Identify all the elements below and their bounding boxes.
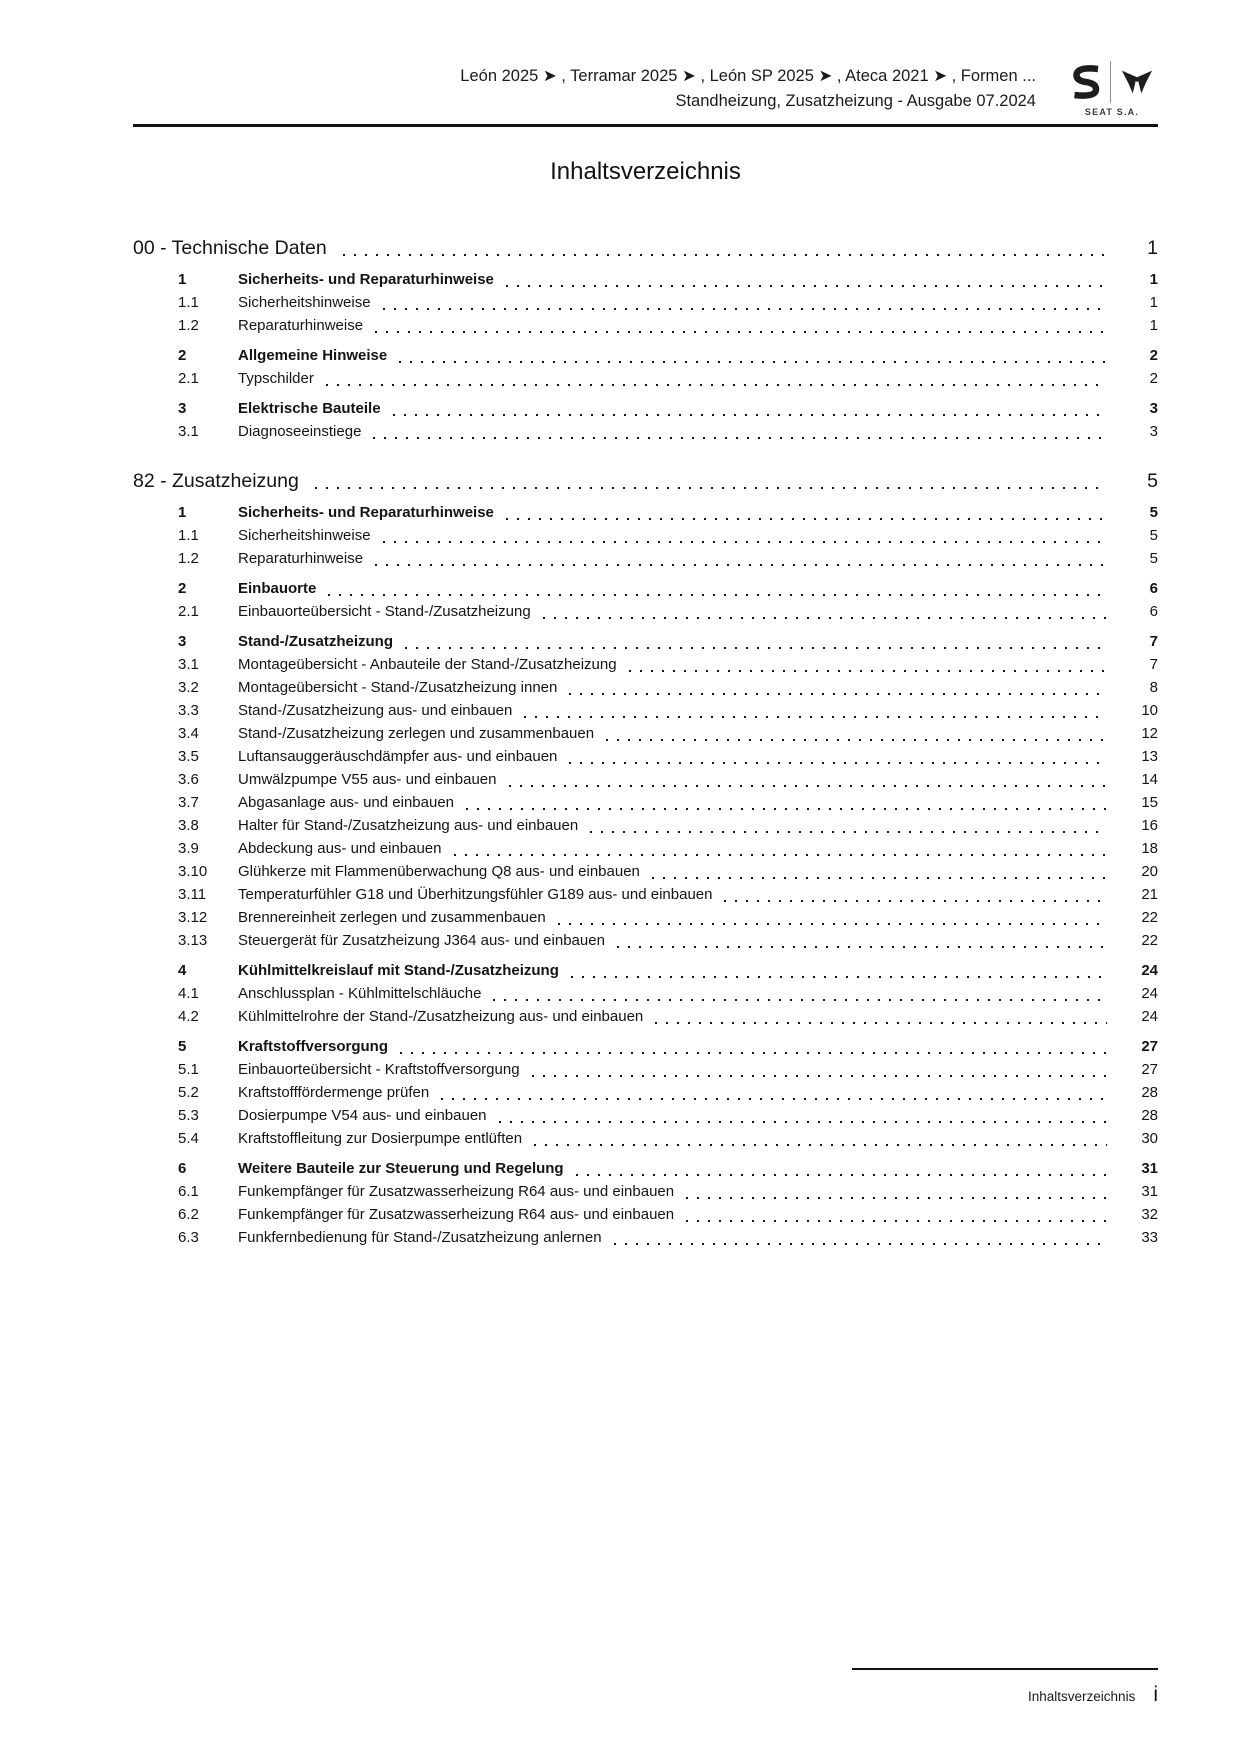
toc-entry-label: Diagnoseeinstiege	[238, 423, 362, 440]
dot-leader	[724, 900, 1107, 902]
toc-entry-row[interactable]	[178, 768, 1158, 791]
toc-entry-page: 6	[1149, 603, 1158, 620]
toc-entry-label: Sicherheitshinweise	[238, 294, 371, 311]
toc-entry-row[interactable]	[178, 314, 1158, 337]
toc-entry-label: Abdeckung aus- und einbauen	[238, 840, 442, 857]
toc-entry-label: Funkempfänger für Zusatzwasserheizung R64 aus- und einbauen	[238, 1183, 675, 1200]
toc-entry-number: 3.7	[178, 794, 199, 811]
toc-entry-label: Brennereinheit zerlegen und zusammenbauen	[238, 909, 546, 926]
toc-entry-page: 24	[1141, 962, 1158, 979]
dot-leader	[466, 808, 1107, 810]
toc-chapter-row[interactable]	[133, 468, 1158, 494]
dot-leader	[400, 1052, 1107, 1054]
dot-leader	[393, 414, 1107, 416]
toc-entry-row[interactable]	[178, 1035, 1158, 1058]
toc-entry-page: 28	[1141, 1084, 1158, 1101]
toc-entry-label: Abgasanlage aus- und einbauen	[238, 794, 455, 811]
toc-entry-row[interactable]	[178, 547, 1158, 570]
toc-entry-row[interactable]	[178, 630, 1158, 653]
toc-entry-number: 1.2	[178, 317, 199, 334]
toc-entry-page: 2	[1149, 347, 1158, 364]
toc-entry-label: Kühlmittelrohre der Stand-/Zusatzheizung aus- und einbauen	[238, 1008, 644, 1025]
toc-entry-row[interactable]	[178, 837, 1158, 860]
toc-entry-row[interactable]	[178, 1226, 1158, 1249]
toc-entry-page: 12	[1141, 725, 1158, 742]
toc-entry-page: 2	[1149, 370, 1158, 387]
toc-entry-row[interactable]	[178, 860, 1158, 883]
toc-entry-page: 15	[1141, 794, 1158, 811]
toc-entry-number: 1.1	[178, 294, 199, 311]
toc-entry-number: 3.1	[178, 656, 199, 673]
toc-entry-page: 8	[1149, 679, 1158, 696]
header-rule	[133, 124, 1158, 127]
toc-entry-page: 1	[1149, 294, 1158, 311]
dot-leader	[629, 670, 1107, 672]
header-text-block	[460, 60, 1036, 114]
toc-entry-label: Montageübersicht - Anbauteile der Stand-/Zusatzheizung	[238, 656, 617, 673]
dot-leader	[383, 308, 1107, 310]
toc-entry-number: 6	[178, 1160, 187, 1177]
header-subtitle-line: Standheizung, Zusatzheizung - Ausgabe 07.2024	[675, 92, 1036, 110]
toc-entry-label: Reparaturhinweise	[238, 317, 364, 334]
dot-leader	[328, 594, 1107, 596]
toc-entry-page: 10	[1141, 702, 1158, 719]
dot-leader	[558, 923, 1107, 925]
toc-entry-number: 3.3	[178, 702, 199, 719]
dot-leader	[383, 541, 1107, 543]
dot-leader	[326, 384, 1107, 386]
toc-entry-label: Sicherheits- und Reparaturhinweise	[238, 504, 494, 521]
toc-entry-row[interactable]	[178, 344, 1158, 367]
toc-entry-row[interactable]	[178, 1127, 1158, 1150]
toc-entry-label: Typschilder	[238, 370, 314, 387]
page-footer	[852, 1668, 1158, 1708]
toc-entry-number: 1	[178, 504, 187, 521]
toc-entry-page: 7	[1149, 633, 1158, 650]
toc-entry-number: 3.13	[178, 932, 208, 949]
footer-rule	[852, 1668, 1158, 1671]
dot-leader	[454, 854, 1108, 856]
dot-leader	[532, 1075, 1107, 1077]
dot-leader	[606, 739, 1107, 741]
toc-entry-label: Stand-/Zusatzheizung	[238, 633, 393, 650]
seat-logo-icon	[1071, 63, 1101, 101]
dot-leader	[617, 946, 1107, 948]
toc-entry-number: 2.1	[178, 370, 199, 387]
dot-leader	[524, 716, 1107, 718]
toc-entry-number: 3.9	[178, 840, 199, 857]
toc-chapter-label: 00 - Technische Daten	[133, 237, 327, 259]
toc-entry-number: 5.4	[178, 1130, 199, 1147]
toc-entry-label: Anschlussplan - Kühlmittelschläuche	[238, 985, 482, 1002]
toc-entry-row[interactable]	[178, 501, 1158, 524]
toc-entry-number: 1	[178, 271, 187, 288]
toc-entry-page: 22	[1141, 909, 1158, 926]
toc-chapter-entries	[133, 501, 1158, 1249]
toc-entry-label: Dosierpumpe V54 aus- und einbauen	[238, 1107, 487, 1124]
brand-divider	[1110, 61, 1111, 103]
toc-entry-label: Einbauorteübersicht - Kraftstoffversorgung	[238, 1061, 520, 1078]
toc-entry-number: 2	[178, 347, 187, 364]
page-title: Inhaltsverzeichnis	[550, 158, 741, 185]
toc-entry-row[interactable]	[178, 699, 1158, 722]
toc-entry-number: 4	[178, 962, 187, 979]
brand-caption: SEAT S.A.	[1084, 107, 1140, 117]
dot-leader	[509, 785, 1108, 787]
toc-entry-label: Elektrische Bauteile	[238, 400, 381, 417]
dot-leader	[590, 831, 1107, 833]
toc-entry-page: 5	[1149, 527, 1158, 544]
toc-entry-number: 1.1	[178, 527, 199, 544]
toc-chapter-entries	[133, 268, 1158, 443]
dot-leader	[399, 361, 1107, 363]
toc-entry-row[interactable]	[178, 1005, 1158, 1028]
toc-entry-page: 22	[1141, 932, 1158, 949]
toc-entry-page: 1	[1149, 317, 1158, 334]
toc-entry-label: Glühkerze mit Flammenüberwachung Q8 aus- und einbauen	[238, 863, 640, 880]
toc-entry-row[interactable]	[178, 1180, 1158, 1203]
toc-entry-page: 24	[1141, 1008, 1158, 1025]
toc-entry-label: Umwälzpumpe V55 aus- und einbauen	[238, 771, 497, 788]
toc-entry-label: Temperaturfühler G18 und Überhitzungsfühler G189 aus- und einbauen	[238, 886, 713, 903]
toc-entry-page: 6	[1149, 580, 1158, 597]
toc-entry-label: Stand-/Zusatzheizung aus- und einbauen	[238, 702, 513, 719]
toc-entry-row[interactable]	[178, 1081, 1158, 1104]
footer-section-label: Inhaltsverzeichnis	[1028, 1689, 1136, 1704]
toc-entry-row[interactable]	[178, 883, 1158, 906]
toc-entry-page: 16	[1141, 817, 1158, 834]
toc-entry-number: 6.2	[178, 1206, 199, 1223]
dot-leader	[655, 1022, 1107, 1024]
toc-entry-page: 21	[1141, 886, 1158, 903]
toc-entry-label: Kraftstoffleitung zur Dosierpumpe entlüften	[238, 1130, 523, 1147]
toc-entry-number: 5.2	[178, 1084, 199, 1101]
toc-entry-page: 3	[1149, 423, 1158, 440]
toc-entry-number: 3.5	[178, 748, 199, 765]
toc-entry-number: 6.1	[178, 1183, 199, 1200]
dot-leader	[534, 1144, 1107, 1146]
toc-chapter-label: 82 - Zusatzheizung	[133, 470, 299, 492]
toc-entry-page: 5	[1149, 504, 1158, 521]
dot-leader	[543, 617, 1107, 619]
toc-entry-number: 4.1	[178, 985, 199, 1002]
dot-leader	[499, 1121, 1107, 1123]
toc-entry-label: Weitere Bauteile zur Steuerung und Regelung	[238, 1160, 564, 1177]
toc-entry-number: 5.1	[178, 1061, 199, 1078]
toc-chapter-row[interactable]	[133, 235, 1158, 261]
dot-leader	[569, 762, 1107, 764]
toc-entry-row[interactable]	[178, 906, 1158, 929]
toc-entry-page: 28	[1141, 1107, 1158, 1124]
footer-row	[852, 1683, 1158, 1707]
toc-entry-row[interactable]	[178, 814, 1158, 837]
toc-entry-page: 31	[1141, 1160, 1158, 1177]
toc-entry-page: 13	[1141, 748, 1158, 765]
toc-entry-label: Stand-/Zusatzheizung zerlegen und zusammenbauen	[238, 725, 595, 742]
toc-entry-page: 1	[1149, 271, 1158, 288]
toc-chapter-page: 1	[1147, 237, 1158, 259]
toc-entry-row[interactable]	[178, 420, 1158, 443]
dot-leader	[375, 564, 1107, 566]
toc-entry-row[interactable]	[178, 291, 1158, 314]
dot-leader	[686, 1220, 1107, 1222]
toc-entry-row[interactable]	[178, 653, 1158, 676]
toc-entry-page: 24	[1141, 985, 1158, 1002]
dot-leader	[375, 331, 1107, 333]
toc-entry-label: Funkfernbedienung für Stand-/Zusatzheizung anlernen	[238, 1229, 602, 1246]
toc-entry-label: Kraftstoffversorgung	[238, 1038, 389, 1055]
toc-entry-page: 33	[1141, 1229, 1158, 1246]
toc-entry-number: 3.4	[178, 725, 199, 742]
toc-entry-page: 31	[1141, 1183, 1158, 1200]
dot-leader	[441, 1098, 1107, 1100]
toc-entry-label: Luftansauggeräuschdämpfer aus- und einbauen	[238, 748, 558, 765]
toc-entry-page: 32	[1141, 1206, 1158, 1223]
dot-leader	[315, 487, 1107, 489]
toc-entry-row[interactable]	[178, 791, 1158, 814]
dot-leader	[571, 976, 1107, 978]
toc-entry-page: 27	[1141, 1061, 1158, 1078]
toc-entry-number: 2.1	[178, 603, 199, 620]
toc-entry-number: 4.2	[178, 1008, 199, 1025]
toc-entry-row[interactable]	[178, 745, 1158, 768]
toc-entry-page: 27	[1141, 1038, 1158, 1055]
dot-leader	[569, 693, 1107, 695]
toc-entry-label: Allgemeine Hinweise	[238, 347, 388, 364]
toc-entry-number: 1.2	[178, 550, 199, 567]
toc-entry-label: Reparaturhinweise	[238, 550, 364, 567]
toc-entry-page: 14	[1141, 771, 1158, 788]
dot-leader	[506, 518, 1107, 520]
toc-entry-label: Montageübersicht - Stand-/Zusatzheizung innen	[238, 679, 558, 696]
dot-leader	[373, 437, 1107, 439]
toc-entry-number: 2	[178, 580, 187, 597]
dot-leader	[576, 1174, 1107, 1176]
toc-entry-page: 5	[1149, 550, 1158, 567]
toc-entry-number: 5	[178, 1038, 187, 1055]
dot-leader	[506, 285, 1107, 287]
brand-logos	[1071, 60, 1154, 104]
dot-leader	[652, 877, 1107, 879]
dot-leader	[614, 1243, 1107, 1245]
toc-entry-row[interactable]	[178, 982, 1158, 1005]
dot-leader	[686, 1197, 1107, 1199]
toc-entry-row[interactable]	[178, 1058, 1158, 1081]
dot-leader	[405, 647, 1107, 649]
page-header	[133, 60, 1158, 117]
toc-entry-label: Einbauorteübersicht - Stand-/Zusatzheizung	[238, 603, 531, 620]
toc-entry-row[interactable]	[178, 1104, 1158, 1127]
toc-entry-row[interactable]	[178, 676, 1158, 699]
toc-chapter-page: 5	[1147, 470, 1158, 492]
toc-entry-row[interactable]	[178, 959, 1158, 982]
footer-page-number: i	[1153, 1683, 1158, 1706]
toc-entry-row[interactable]	[178, 524, 1158, 547]
toc-entry-page: 18	[1141, 840, 1158, 857]
toc-entry-row[interactable]	[178, 929, 1158, 952]
toc-entry-row[interactable]	[178, 268, 1158, 291]
toc-entry-label: Einbauorte	[238, 580, 317, 597]
toc-entry-page: 7	[1149, 656, 1158, 673]
toc-entry-number: 3	[178, 400, 187, 417]
toc-entry-label: Sicherheits- und Reparaturhinweise	[238, 271, 494, 288]
toc-entry-label: Sicherheitshinweise	[238, 527, 371, 544]
table-of-contents	[133, 235, 1158, 1249]
toc-entry-number: 5.3	[178, 1107, 199, 1124]
toc-entry-row[interactable]	[178, 577, 1158, 600]
cupra-logo-icon	[1120, 67, 1154, 97]
toc-entry-row[interactable]	[178, 367, 1158, 390]
toc-entry-label: Funkempfänger für Zusatzwasserheizung R64 aus- und einbauen	[238, 1206, 675, 1223]
toc-entry-label: Kühlmittelkreislauf mit Stand-/Zusatzheizung	[238, 962, 559, 979]
toc-entry-label: Kraftstofffördermenge prüfen	[238, 1084, 430, 1101]
toc-entry-row[interactable]	[178, 600, 1158, 623]
toc-entry-page: 20	[1141, 863, 1158, 880]
dot-leader	[343, 254, 1107, 256]
toc-entry-number: 3.8	[178, 817, 199, 834]
toc-entry-number: 3	[178, 633, 187, 650]
toc-entry-row[interactable]	[178, 1157, 1158, 1180]
toc-entry-label: Steuergerät für Zusatzheizung J364 aus- und einbauen	[238, 932, 605, 949]
toc-entry-number: 3.2	[178, 679, 199, 696]
toc-entry-label: Halter für Stand-/Zusatzheizung aus- und einbauen	[238, 817, 579, 834]
toc-entry-number: 3.12	[178, 909, 208, 926]
toc-entry-number: 3.11	[178, 886, 207, 903]
toc-entry-number: 3.1	[178, 423, 199, 440]
toc-entry-row[interactable]	[178, 722, 1158, 745]
toc-entry-number: 3.10	[178, 863, 208, 880]
toc-entry-row[interactable]	[178, 1203, 1158, 1226]
toc-entry-number: 6.3	[178, 1229, 199, 1246]
toc-entry-page: 3	[1149, 400, 1158, 417]
brand-block	[1066, 60, 1158, 117]
header-models-line: León 2025 ➤ , Terramar 2025 ➤ , León SP 2025 ➤ , Ateca 2021 ➤ , Formen ...	[460, 67, 1036, 85]
toc-entry-row[interactable]	[178, 397, 1158, 420]
dot-leader	[493, 999, 1107, 1001]
toc-entry-page: 30	[1141, 1130, 1158, 1147]
toc-entry-number: 3.6	[178, 771, 199, 788]
